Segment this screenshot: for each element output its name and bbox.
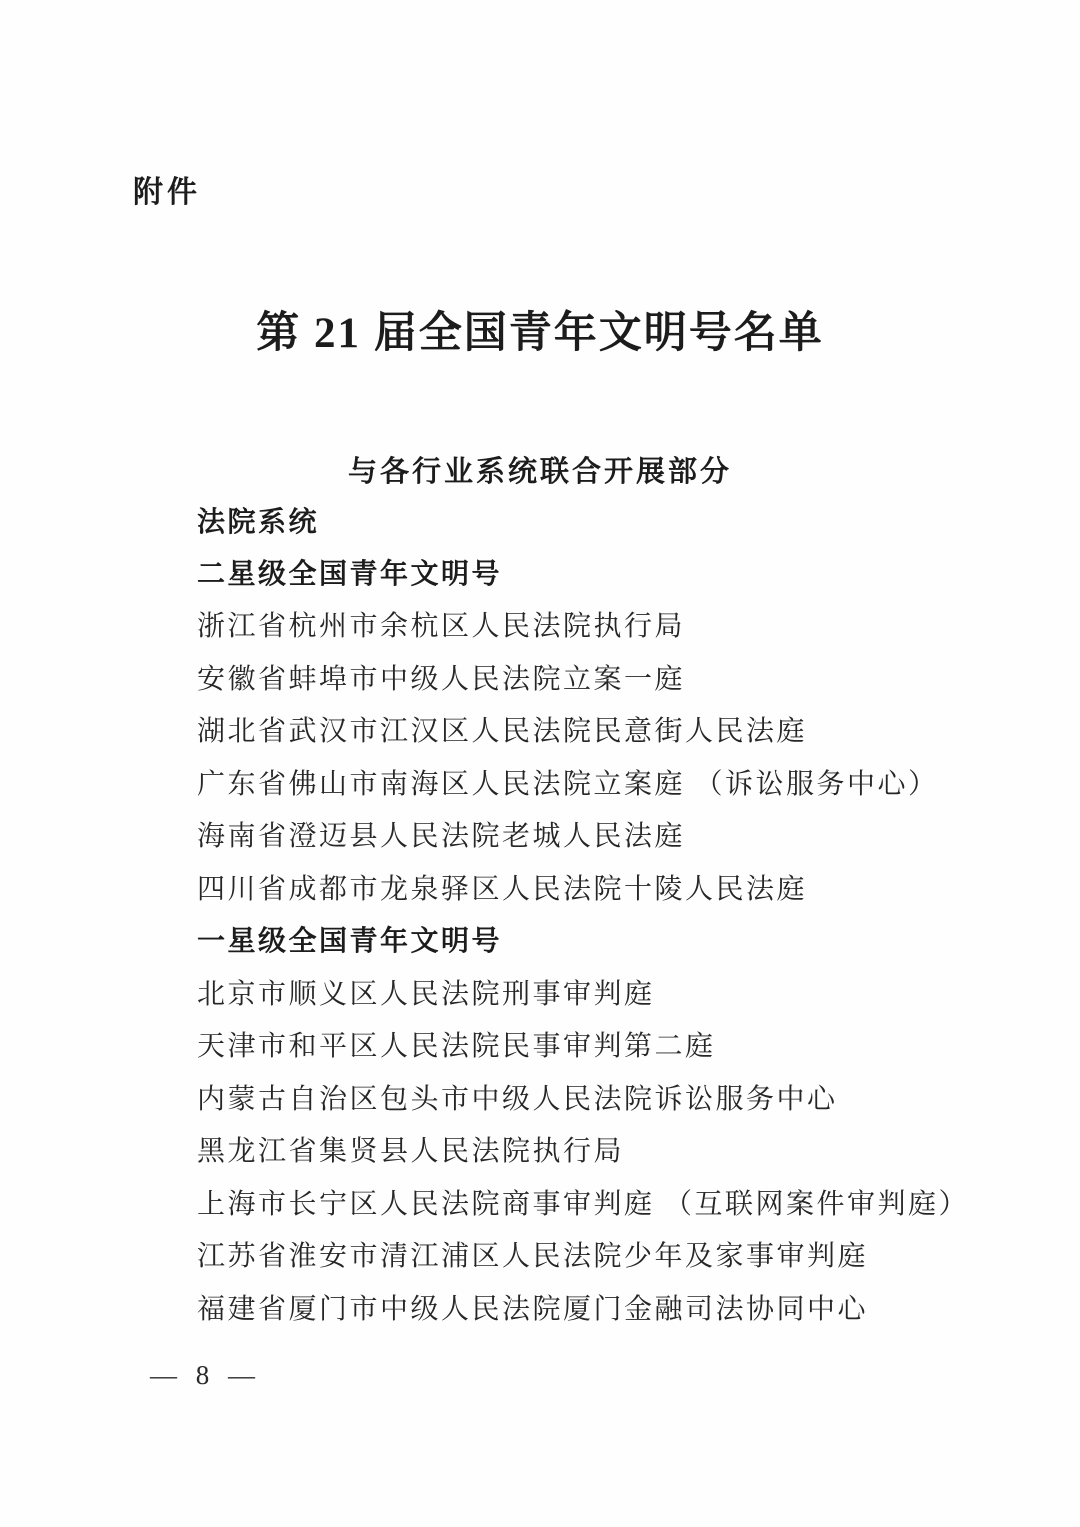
document-subtitle: 与各行业系统联合开展部分 [347, 456, 732, 489]
list-item: 安徽省蚌埠市中级人民法院立案一庭 [197, 663, 686, 695]
court-system-section [197, 496, 1020, 1336]
attachment-label: 附件 [133, 176, 201, 209]
list-item: 黑龙江省集贤县人民法院执行局 [197, 1136, 625, 1167]
list-item: 海南省澄迈县人民法院老城人民法庭 [197, 821, 686, 852]
list-item: 内蒙古自治区包头市中级人民法院诉讼服务中心 [197, 1083, 838, 1115]
group-heading-one-star: 一星级全国青年文明号 [197, 926, 503, 957]
list-item: 天津市和平区人民法院民事审判第二庭 [197, 1031, 716, 1062]
list-item: 上海市长宁区人民法院商事审判庭 （互联网案件审判庭） [197, 1188, 970, 1220]
section-heading-court-system: 法院系统 [197, 506, 320, 537]
document-title: 第 21 届全国青年文明号名单 [256, 309, 824, 357]
list-item: 广东省佛山市南海区人民法院立案庭 （诉讼服务中心） [197, 768, 939, 800]
list-item: 福建省厦门市中级人民法院厦门金融司法协同中心 [197, 1293, 869, 1325]
list-item: 江苏省淮安市清江浦区人民法院少年及家事审判庭 [197, 1241, 869, 1272]
group-heading-two-star: 二星级全国青年文明号 [197, 558, 503, 590]
list-item: 湖北省武汉市江汉区人民法院民意街人民法庭 [197, 716, 808, 747]
list-item: 四川省成都市龙泉驿区人民法院十陵人民法庭 [197, 873, 808, 905]
page-number: — 8 — [150, 1360, 261, 1390]
list-item: 北京市顺义区人民法院刑事审判庭 [197, 978, 655, 1010]
list-item: 浙江省杭州市余杭区人民法院执行局 [197, 611, 686, 642]
